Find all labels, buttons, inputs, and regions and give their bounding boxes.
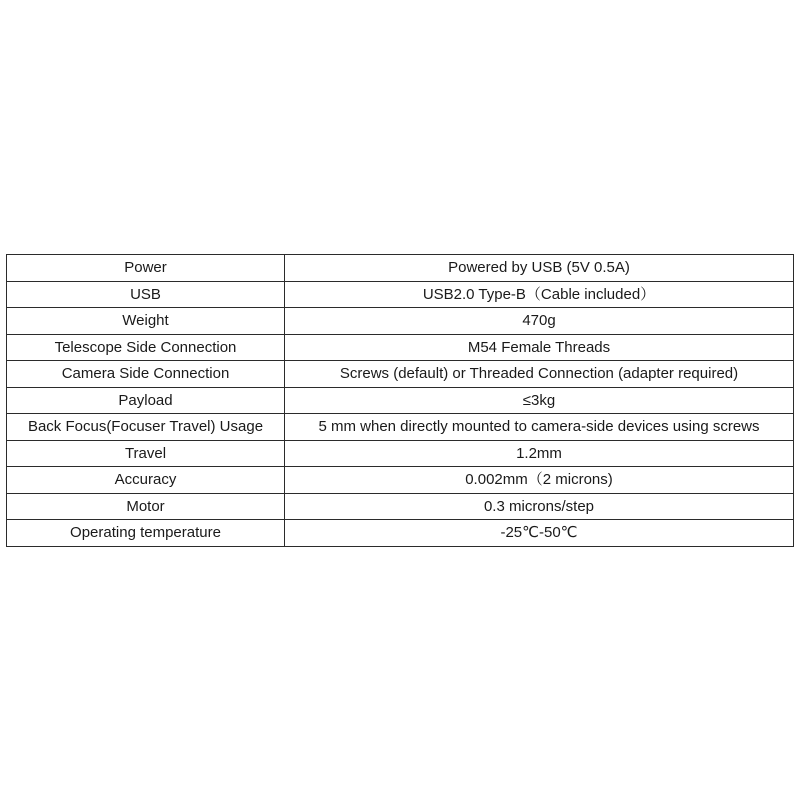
spec-value: ≤3kg	[285, 387, 794, 414]
table-row	[7, 467, 794, 494]
table-row	[7, 255, 794, 282]
spec-value: 0.3 microns/step	[285, 493, 794, 520]
table-row	[7, 281, 794, 308]
spec-value: Powered by USB (5V 0.5A)	[285, 255, 794, 282]
spec-label: Payload	[7, 387, 285, 414]
spec-label: Telescope Side Connection	[7, 334, 285, 361]
spec-label: Back Focus(Focuser Travel) Usage	[7, 414, 285, 441]
spec-label: Power	[7, 255, 285, 282]
spec-label: USB	[7, 281, 285, 308]
spec-value: 0.002mm（2 microns)	[285, 467, 794, 494]
table-row	[7, 414, 794, 441]
spec-value: 5 mm when directly mounted to camera-side devices using screws	[285, 414, 794, 441]
spec-value: USB2.0 Type-B（Cable included）	[285, 281, 794, 308]
table-row	[7, 334, 794, 361]
spec-value: Screws (default) or Threaded Connection (adapter required)	[285, 361, 794, 388]
table-row	[7, 308, 794, 335]
spec-value: M54 Female Threads	[285, 334, 794, 361]
spec-label: Operating temperature	[7, 520, 285, 547]
spec-value: -25℃-50℃	[285, 520, 794, 547]
spec-table	[6, 254, 794, 547]
spec-label: Accuracy	[7, 467, 285, 494]
spec-label: Camera Side Connection	[7, 361, 285, 388]
table-row	[7, 493, 794, 520]
table-row	[7, 440, 794, 467]
spec-value: 470g	[285, 308, 794, 335]
spec-label: Travel	[7, 440, 285, 467]
table-row	[7, 520, 794, 547]
spec-value: 1.2mm	[285, 440, 794, 467]
table-row	[7, 361, 794, 388]
spec-label: Weight	[7, 308, 285, 335]
table-row	[7, 387, 794, 414]
spec-label: Motor	[7, 493, 285, 520]
